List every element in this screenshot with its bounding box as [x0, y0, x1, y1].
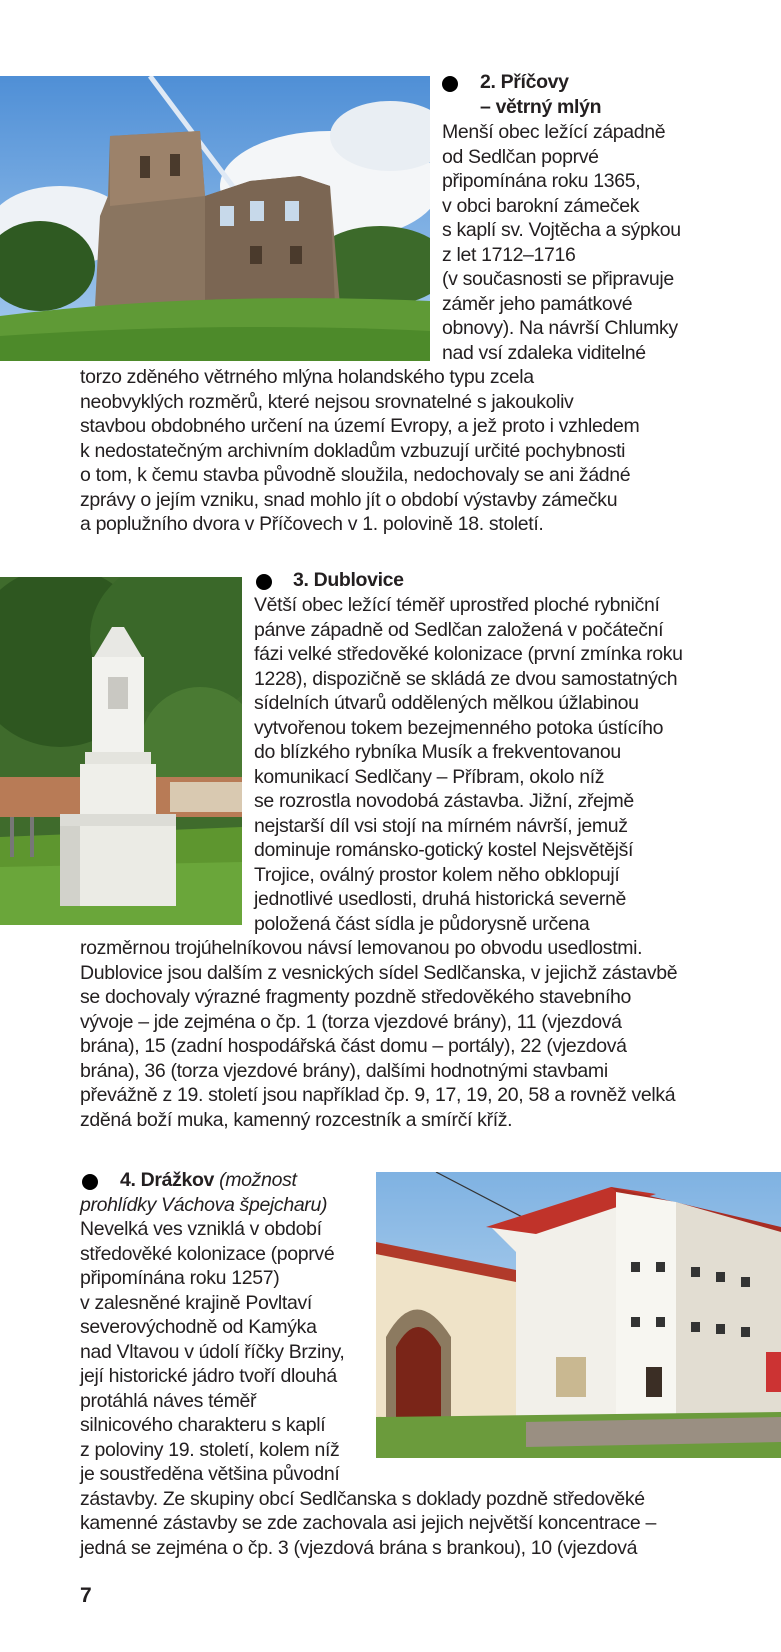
text-line: a poplužního dvora v Příčovech v 1. polovině 18. století. — [80, 513, 544, 535]
section-heading-subtitle: – větrný mlýn — [480, 96, 602, 118]
text-line: Dublovice jsou dalším z vesnických sídel Sedlčanska, v jejichž zástavbě — [80, 961, 678, 984]
text-line: obnovy). Na návrší Chlumky — [442, 317, 678, 339]
text-line: severovýchodně od Kamýka — [80, 1316, 317, 1338]
text-line: od Sedlčan poprvé — [442, 145, 599, 168]
wayside-shrine-photo — [0, 577, 242, 925]
text-line: fázi velké středověké kolonizace (první zmínka roku — [254, 643, 683, 665]
text-line: zástavby. Ze skupiny obcí Sedlčanska s doklady pozdně středověké — [80, 1487, 645, 1510]
text-line: sídelních útvarů oddělených mělkou úžlabinou — [254, 692, 639, 714]
section-heading-title: 4. Drážkov — [120, 1169, 215, 1191]
text-line: zprávy o jejím vzniku, snad mohlo jít o období výstavby zámečku — [80, 488, 618, 511]
text-line: Trojice, oválný prostor kolem něho obklopují — [254, 863, 620, 886]
text-line: připomínána roku 1257) — [80, 1267, 280, 1289]
text-line: její historické jádro tvoří dlouhá — [80, 1365, 337, 1387]
text-line: se dochovaly výrazné fragmenty pozdně středověkého stavebního — [80, 986, 631, 1008]
text-line: brána), 36 (torza vjezdové brány), dalšími hodnotnými stavbami — [80, 1059, 608, 1082]
text-line: z poloviny 19. století, kolem níž — [80, 1438, 340, 1461]
text-line: 1228), dispozičně se skládá ze dvou samostatných — [254, 667, 678, 690]
text-line: (v současnosti se připravuje — [442, 268, 674, 290]
section-heading-note-cont: prohlídky Váchova špejcharu) — [80, 1193, 328, 1216]
text-line: neobvyklých rozměrů, které nejsou srovnatelné s jakoukoliv — [80, 390, 574, 413]
text-line: jedná se zejména o čp. 3 (vjezdová brána s brankou), 10 (vjezdová — [80, 1536, 638, 1559]
text-line: Větší obec ležící téměř uprostřed ploché rybniční — [254, 594, 660, 616]
text-line: je soustředěna většina původní — [80, 1463, 340, 1485]
text-line: dominuje románsko-gotický kostel Nejsvětější — [254, 839, 634, 861]
text-line: zděná boží muka, kamenný rozcestník a smírčí kříž. — [80, 1108, 513, 1131]
text-line: komunikací Sedlčany – Příbram, okolo níž — [254, 765, 605, 788]
text-line: položená část sídla je půdorysně určena — [254, 912, 590, 935]
granary-photo — [376, 1172, 781, 1458]
section-heading: 2. Příčovy — [480, 71, 569, 93]
text-line: záměr jeho památkové — [442, 292, 633, 315]
section-heading-note: (možnost — [219, 1169, 297, 1191]
text-line: brána), 15 (zadní hospodářská část domu – portály), 22 (vjezdová — [80, 1035, 627, 1057]
text-line: nejstarší díl vsi stojí na mírném návrší, jemuž — [254, 814, 628, 837]
section-bullet — [256, 574, 272, 590]
text-line: jednotlivé usedlosti, druhá historická severně — [254, 888, 626, 910]
text-line: Nevelká ves vzniklá v období — [80, 1218, 322, 1240]
text-line: v zalesněné krajině Povltaví — [80, 1291, 312, 1314]
text-line: silnicového charakteru s kaplí — [80, 1414, 326, 1436]
text-line: nad Vltavou v údolí říčky Brziny, — [80, 1340, 345, 1363]
text-line: protáhlá náves téměř — [80, 1389, 257, 1412]
windmill-ruin-photo — [0, 76, 430, 361]
text-line: nad vsí zdaleka viditelné — [442, 341, 646, 364]
text-line: Menší obec ležící západně — [442, 121, 666, 143]
text-line: torzo zděného větrného mlýna holandského typu zcela — [80, 366, 534, 388]
text-line: vytvořenou tokem bezejmenného potoka ústícího — [254, 716, 664, 739]
text-line: s kaplí sv. Vojtěcha a sýpkou — [442, 219, 681, 241]
text-line: stavbou obdobného určení na území Evropy, a jež proto i vzhledem — [80, 415, 640, 437]
text-line: vývoje – jde zejména o čp. 1 (torza vjezdové brány), 11 (vjezdová — [80, 1010, 622, 1033]
text-line: v obci barokní zámeček — [442, 194, 640, 217]
section-bullet — [82, 1174, 98, 1190]
text-line: se rozrostla novodobá zástavba. Jižní, zřejmě — [254, 790, 634, 812]
text-line: k nedostatečným archivním dokladům vzbuzují určité pochybnosti — [80, 439, 626, 462]
text-line: do blízkého rybníka Musík a frekventovanou — [254, 741, 621, 763]
text-line: kamenné zástavby se zde zachovala asi jejich největší koncentrace – — [80, 1512, 656, 1534]
text-line: připomínána roku 1365, — [442, 170, 641, 192]
text-line: převážně z 19. století jsou například čp. 9, 17, 19, 20, 58 a rovněž velká — [80, 1084, 676, 1106]
section-bullet — [442, 76, 458, 92]
text-line: z let 1712–1716 — [442, 243, 576, 266]
section-heading — [120, 1168, 297, 1193]
text-line: pánve západně od Sedlčan založená v počáteční — [254, 618, 664, 641]
text-line: rozměrnou trojúhelníkovou návsí lemovanou po obvodu usedlostmi. — [80, 937, 643, 959]
section-heading: 3. Dublovice — [293, 569, 404, 591]
text-line: středověké kolonizace (poprvé — [80, 1242, 335, 1265]
text-line: o tom, k čemu stavba původně sloužila, nedochovaly se ani žádné — [80, 464, 631, 486]
page-number: 7 — [80, 1584, 92, 1607]
